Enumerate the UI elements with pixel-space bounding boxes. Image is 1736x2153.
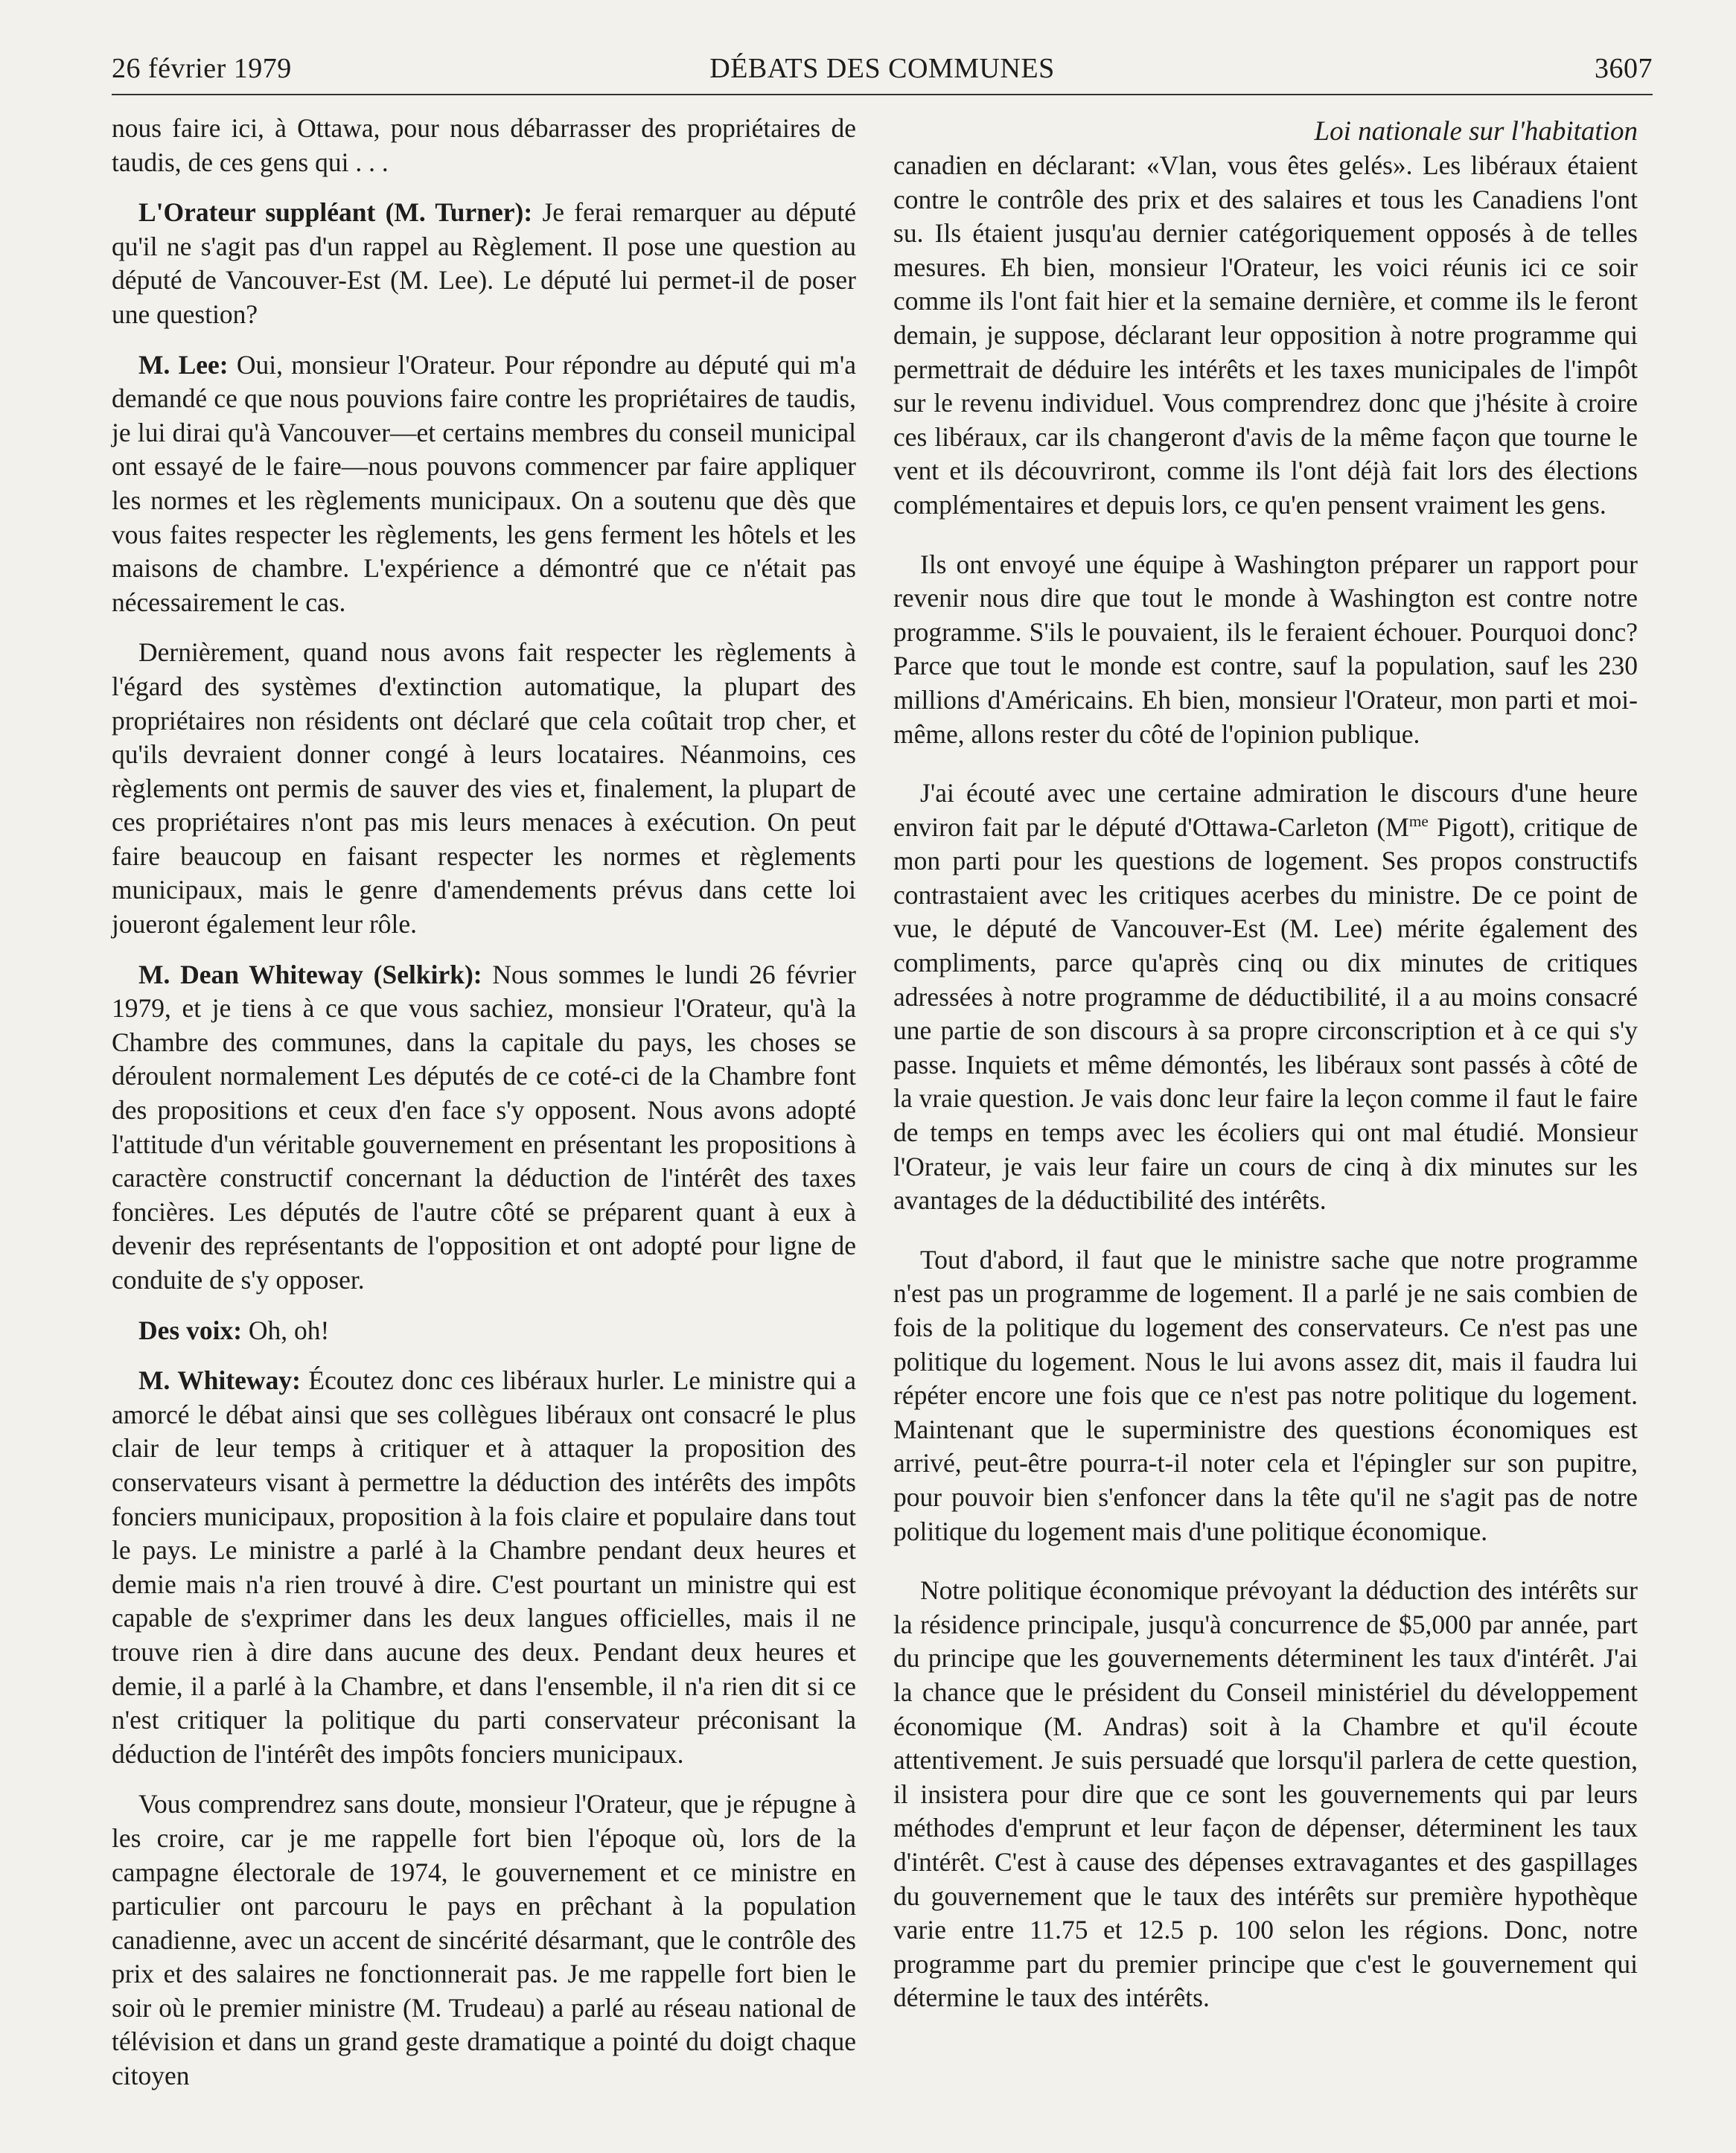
paragraph: canadien en déclarant: «Vlan, vous êtes gelés». Les libéraux étaient contre le contrôle des prix et des salaires et tous les Canadiens l'ont su. Ils étaient jusqu'au dernier catégoriquement opposés à de telles mesures. Eh bien, monsieur l'Orateur, les voici réunis ici ce soir comme ils l'ont fait hier et la semaine dernière, et comme ils le feront demain, je suppose, déclarant leur opposition à notre programme qui permettrait de déduire les intérêts et les taxes municipales de l'impôt sur le revenu individuel. Vous comprendrez donc que j'hésite à croire ces libéraux, car ils changeront d'avis de la même façon que tourne le vent et ils découvriront, comme ils l'ont déjà fait lors des élections complémentaires et depuis lors, ce qu'en pensent vraiment les gens. bbox=[893, 150, 1638, 520]
paragraph: nous faire ici, à Ottawa, pour nous débarrasser des propriétaires de taudis, de ces gens qui . . . bbox=[112, 113, 856, 177]
paragraph: Dernièrement, quand nous avons fait respecter les règlements à l'égard des systèmes d'extinction automatique, la plupart des propriétaires non résidents ont déclaré que cela coûtait trop cher, et qu'ils devraient donner congé à leurs locataires. Néanmoins, ces règlements ont permis de sauver des vies et, finalement, la plupart de ces propriétaires n'ont pas mis leurs menaces à exécution. On peut faire beaucoup en faisant respecter les normes et règlements municipaux, mais le genre d'amendements prévus dans cette loi joueront également leur rôle. bbox=[112, 637, 856, 940]
speaker-name: M. Whiteway: bbox=[138, 1365, 301, 1396]
paragraph: Notre politique économique prévoyant la déduction des intérêts sur la résidence principale, jusqu'à concurrence de $5,000 par année, part du principe que les gouvernements déterminent les taux d'intérêt. J'ai la chance que le président du Conseil ministériel du développement économique (M. Andras) soit à la Chambre et qu'il écoute attentivement. Je suis persuadé que lorsqu'il parlera de cette question, il insistera pour dire que ce sont les gouvernements qui par leurs méthodes d'emprunt et leur façon de dépenser, déterminent les taux d'intérêt. C'est à cause des dépenses extravagantes et des gaspillages du gouvernement que le taux des intérêts sur première hypothèque varie entre 11.75 et 12.5 p. 100 selon les régions. Donc, notre programme part du premier principe que c'est le gouvernement qui détermine le taux des intérêts. bbox=[893, 1575, 1638, 2013]
paragraph: Tout d'abord, il faut que le ministre sache que notre programme n'est pas un programme de logement. Il a parlé je ne sais combien de fois de la politique du logement des conservateurs. Ce n'est pas une politique du logement. Nous le lui avons assez dit, mais il faudra lui répéter encore une fois que ce n'est pas notre politique du logement. Maintenant que le superministre des questions économiques est arrivé, peut-être pourra-t-il noter cela et l'épingler sur son pupitre, pour pouvoir bien s'enfoncer dans la tête qu'il ne s'agit pas de notre politique du logement mais d'une politique économique. bbox=[893, 1244, 1638, 1546]
paragraph: J'ai écouté avec une certaine admiration le discours d'une heure environ fait par le député d'Ottawa-Carleton ($M^{me}$ Pigott), critique de mon parti pour les questions de logement. Ses propos constructifs contrastaient avec les critiques acerbes du ministre. De ce point de vue, le député de Vancouver-Est (M. Lee) mérite également des compliments, parce qu'après cinq ou dix minutes de critiques adressées à notre programme de déductibilité, il a au moins consacré une partie de son discours à sa propre circonscription et à ce qui s'y passe. Inquiets et même démontés, les libéraux sont passés à côté de la vraie question. Je vais donc leur faire la leçon comme il faut le faire de temps en temps avec les écoliers qui ont mal étudié. Monsieur l'Orateur, je vais leur faire un cours de cinq à dix minutes sur les avantages de la déductibilité des intérêts. bbox=[893, 778, 1638, 1216]
paragraph: M. Dean Whiteway (Selkirk): Nous sommes le lundi 26 février 1979, et je tiens à ce que vous sachiez, monsieur l'Orateur, qu'à la Chambre des communes, dans la capitale du pays, les choses se déroulent normalement Les députés de ce coté-ci de la Chambre font des propositions et ceux d'en face s'y opposent. Nous avons adopté l'attitude d'un véritable gouvernement en présentant les propositions à caractère constructif concernant la déduction de l'intérêt des taxes foncières. Les députés de l'autre côté se préparent quant à eux à devenir des représentants de l'opposition et ont adopté pour ligne de conduite de s'y opposer. bbox=[112, 959, 856, 1295]
paragraph: L'Orateur suppléant (M. Turner): Je ferai remarquer au député qu'il ne s'agit pas d'un rappel au Règlement. Il pose une question au député de Vancouver-Est (M. Lee). Le député lui permet-il de poser une question? bbox=[112, 197, 857, 329]
page-number: 3607 bbox=[1595, 53, 1653, 84]
right-column bbox=[893, 112, 1638, 2032]
running-head: Loi nationale sur l'habitation bbox=[1314, 116, 1638, 147]
paragraph: M. Lee: Oui, monsieur l'Orateur. Pour répondre au député qui m'a demandé ce que nous pouvions faire contre les propriétaires de taudis, je lui dirai qu'à Vancouver—et certains membres du conseil municipal ont essayé de le faire—nous pouvons commencer par faire appliquer les normes et les règlements municipaux. On a soutenu que dès que vous faites respecter les règlements, les gens ferment les hôtels et les maisons de chambre. L'expérience a démontré que ce n'était pas nécessairement le cas. bbox=[112, 349, 856, 617]
speaker-name: M. Dean Whiteway (Selkirk): bbox=[138, 959, 482, 989]
speaker-name: M. Lee: bbox=[138, 349, 229, 380]
speaker-name: L'Orateur suppléant (M. Turner): bbox=[138, 197, 533, 228]
left-column bbox=[112, 112, 856, 2110]
speaker-name: Des voix: bbox=[138, 1315, 243, 1345]
page-header bbox=[112, 46, 1653, 95]
paragraph: Ils ont envoyé une équipe à Washington préparer un rapport pour revenir nous dire que tout le monde à Washington est contre notre programme. S'ils le pouvaient, ils le feraient échouer. Pourquoi donc? Parce que tout le monde est contre, sauf la population, sauf les 230 millions d'Américains. Eh bien, monsieur l'Orateur, mon parti et moi-même, allons rester du côté de l'opinion publique. bbox=[893, 549, 1638, 749]
header-date: 26 février 1979 bbox=[112, 53, 292, 84]
paragraph: M. Whiteway: Écoutez donc ces libéraux hurler. Le ministre qui a amorcé le débat ainsi que ses collègues libéraux ont consacré le plus clair de leur temps à critiquer et à attaquer la proposition des conservateurs visant à permettre la déduction des intérêts des impôts fonciers municipaux, proposition à la fois claire et populaire dans tout le pays. Le ministre a parlé à la Chambre pendant deux heures et demie mais n'a rien trouvé à dire. C'est pourtant un ministre qui est capable de s'exprimer dans les deux langues officielles, mais il ne trouve rien à dire dans aucune des deux. Pendant deux heures et demie, il a parlé à la Chambre, et dans l'ensemble, il n'a rien dit si ce n'est critiquer la politique du parti conservateur préconisant la déduction de l'intérêt des impôts fonciers municipaux. bbox=[112, 1365, 856, 1769]
paragraph: Des voix: Oh, oh! bbox=[138, 1315, 330, 1345]
paragraph: Vous comprendrez sans doute, monsieur l'Orateur, que je répugne à les croire, car je me rappelle fort bien l'époque où, lors de la campagne électorale de 1974, le gouvernement et ce ministre en particulier ont parcouru le pays en prêchant à la population canadienne, avec un accent de sincérité désarmant, que le contrôle des prix et des salaires ne fonctionnerait pas. Je me rappelle fort bien le soir où le premier ministre (M. Trudeau) a parlé au réseau national de télévision et dans un grand geste dramatique a pointé du doigt chaque citoyen bbox=[112, 1789, 856, 2091]
header-title: DÉBATS DES COMMUNES bbox=[709, 53, 1055, 84]
